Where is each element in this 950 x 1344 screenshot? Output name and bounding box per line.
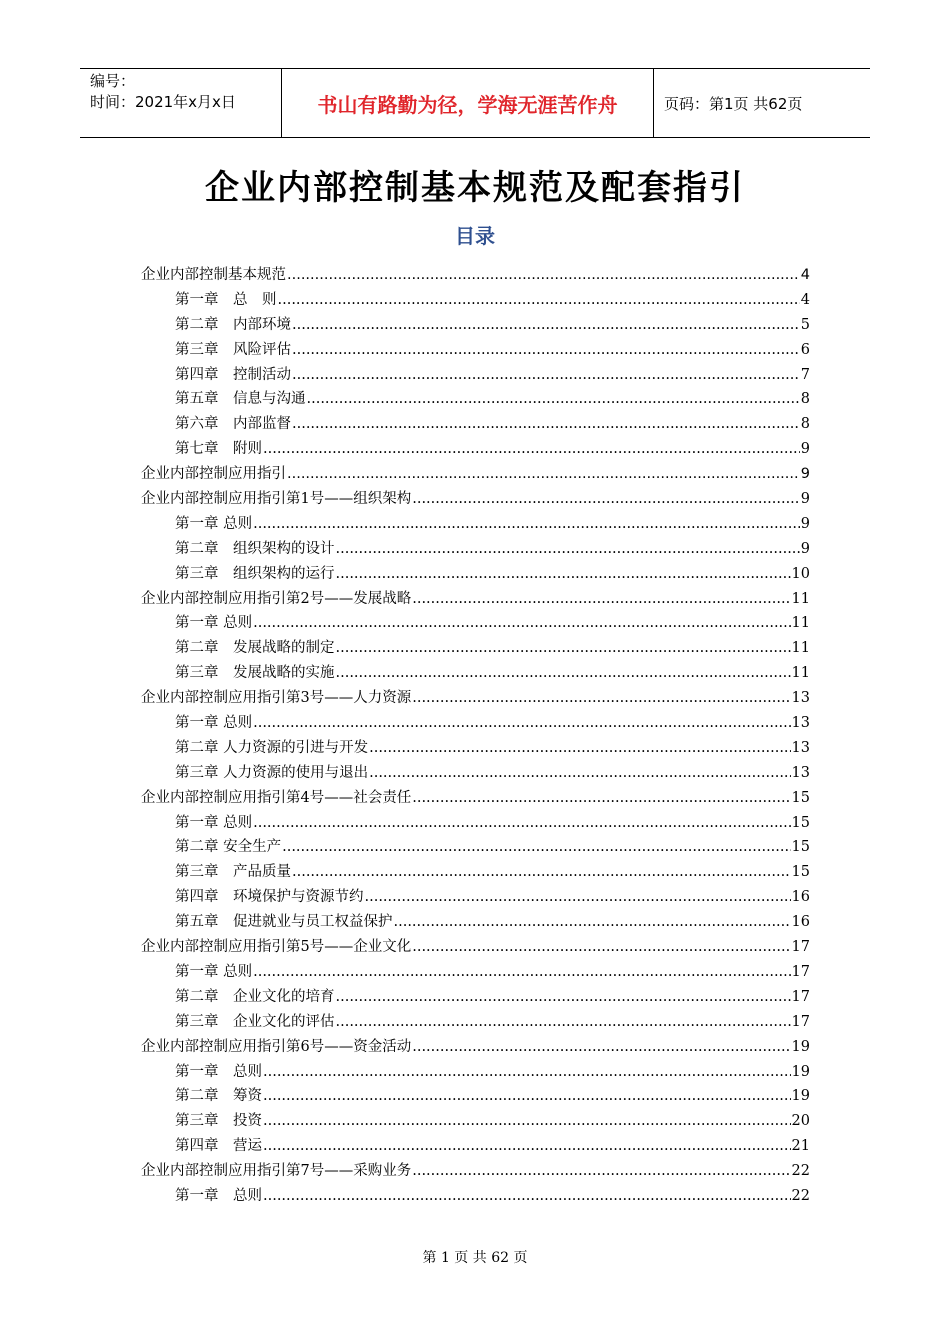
toc-leader-dots — [263, 1188, 791, 1204]
toc-entry-page: 11 — [791, 640, 810, 657]
toc-entry-page: 13 — [791, 739, 810, 756]
toc-entry-text: 企业内部控制应用指引第3号——人力资源 — [141, 690, 412, 707]
toc-entry-text: 第四章 控制活动 — [175, 366, 291, 383]
toc-leader-dots — [263, 441, 800, 457]
toc-entry-text: 第三章 组织架构的运行 — [175, 565, 335, 582]
toc-leader-dots — [336, 566, 791, 582]
toc-entry-text: 第五章 促进就业与员工权益保护 — [175, 914, 393, 931]
toc-entry[interactable] — [141, 860, 810, 885]
toc-entry-page: 22 — [791, 1187, 810, 1204]
toc-entry-page: 9 — [800, 515, 810, 532]
toc-leader-dots — [369, 740, 790, 756]
toc-leader-dots — [336, 989, 791, 1005]
toc-leader-dots — [365, 889, 791, 905]
toc-entry[interactable] — [141, 1010, 810, 1035]
toc-entry[interactable] — [141, 587, 810, 612]
toc-entry[interactable] — [141, 363, 810, 388]
toc-entry[interactable] — [141, 1109, 810, 1134]
toc-entry-text: 第一章 总则 — [175, 515, 253, 532]
toc-entry[interactable] — [141, 686, 810, 711]
toc-leader-dots — [412, 1163, 790, 1179]
toc-entry[interactable] — [141, 512, 810, 537]
toc-entry[interactable] — [141, 786, 810, 811]
toc-entry-text: 第一章 总则 — [175, 814, 253, 831]
toc-entry-text: 第二章 发展战略的制定 — [175, 640, 335, 657]
toc-entry-page: 19 — [791, 1038, 810, 1055]
toc-entry-page: 9 — [800, 466, 810, 483]
toc-entry-text: 企业内部控制应用指引第2号——发展战略 — [141, 590, 412, 607]
toc-entry-text: 企业内部控制应用指引 — [141, 466, 286, 483]
toc-entry-page: 17 — [791, 988, 810, 1005]
header-motto: 书山有路勤为径，学海无涯苦作舟 — [281, 69, 654, 137]
toc-leader-dots — [412, 491, 800, 507]
toc-entry-text: 第三章 人力资源的使用与退出 — [175, 764, 369, 781]
toc-entry-page: 4 — [800, 267, 810, 283]
toc-entry[interactable] — [141, 1035, 810, 1060]
toc-entry[interactable] — [141, 761, 810, 786]
toc-entry[interactable] — [141, 1184, 810, 1209]
toc-leader-dots — [263, 1064, 791, 1080]
page-footer: 第 1 页 共 62 页 — [422, 1250, 528, 1266]
toc-entry-page: 9 — [800, 441, 810, 458]
toc-entry[interactable] — [141, 537, 810, 562]
toc-entry-page: 21 — [791, 1138, 810, 1155]
toc-entry-text: 第一章 总则 — [175, 715, 253, 732]
toc-entry-page: 8 — [800, 391, 810, 408]
toc-entry[interactable] — [141, 1084, 810, 1109]
toc-entry-text: 第二章 安全生产 — [175, 839, 282, 856]
toc-leader-dots — [412, 790, 790, 806]
toc-entry-text: 企业内部控制应用指引第6号——资金活动 — [141, 1038, 412, 1055]
document-number-label: 编号： — [90, 72, 136, 90]
toc-entry[interactable] — [141, 636, 810, 661]
toc-leader-dots — [263, 1138, 791, 1154]
toc-heading: 目录 — [455, 224, 495, 248]
toc-entry[interactable] — [141, 1159, 810, 1184]
toc-entry[interactable] — [141, 611, 810, 636]
toc-entry[interactable] — [141, 910, 810, 935]
toc-entry[interactable] — [141, 1060, 810, 1085]
toc-entry-page: 8 — [800, 416, 810, 433]
toc-entry-page: 7 — [800, 366, 810, 383]
toc-leader-dots — [292, 317, 800, 333]
toc-entry-page: 19 — [791, 1088, 810, 1105]
toc-entry-page: 13 — [791, 764, 810, 781]
toc-leader-dots — [292, 416, 800, 432]
toc-leader-dots — [307, 391, 800, 407]
toc-entry[interactable] — [141, 661, 810, 686]
toc-entry-text: 第一章 总则 — [175, 615, 253, 632]
toc-entry-text: 第一章 总则 — [175, 1187, 262, 1204]
toc-entry-page: 15 — [791, 814, 810, 831]
toc-entry-page: 15 — [791, 789, 810, 806]
toc-entry[interactable] — [141, 437, 810, 462]
toc-entry-page: 16 — [791, 914, 810, 931]
toc-leader-dots — [412, 591, 790, 607]
toc-entry[interactable] — [141, 313, 810, 338]
toc-leader-dots — [336, 665, 791, 681]
toc-entry-text: 企业内部控制基本规范 — [141, 267, 286, 283]
toc-leader-dots — [253, 715, 790, 731]
toc-entry-page: 13 — [791, 690, 810, 707]
toc-entry[interactable] — [141, 562, 810, 587]
toc-entry-text: 第二章 企业文化的培育 — [175, 988, 335, 1005]
toc-leader-dots — [253, 815, 790, 831]
toc-entry-text: 企业内部控制应用指引第5号——企业文化 — [141, 939, 412, 956]
toc-leader-dots — [253, 615, 790, 631]
toc-entry-page: 15 — [791, 864, 810, 881]
toc-leader-dots — [412, 1039, 790, 1055]
toc-entry-text: 第二章 筹资 — [175, 1088, 262, 1105]
toc-entry-text: 第三章 发展战略的实施 — [175, 665, 335, 682]
toc-entry[interactable] — [141, 835, 810, 860]
toc-entry-text: 第三章 企业文化的评估 — [175, 1013, 335, 1030]
toc-entry-text: 第一章 总则 — [175, 1063, 262, 1080]
toc-leader-dots — [253, 516, 800, 532]
toc-leader-dots — [412, 690, 790, 706]
toc-leader-dots — [292, 864, 791, 880]
toc-entry[interactable] — [141, 935, 810, 960]
toc-leader-dots — [412, 939, 790, 955]
toc-entry[interactable] — [141, 1134, 810, 1159]
toc-entry-page: 17 — [791, 963, 810, 980]
toc-entry-page: 5 — [800, 316, 810, 333]
toc-entry-text: 第七章 附则 — [175, 441, 262, 458]
toc-leader-dots — [282, 839, 790, 855]
toc-entry-page: 13 — [791, 715, 810, 732]
document-date: 时间：2021年x月x日 — [90, 93, 236, 111]
toc-entry-page: 4 — [800, 291, 810, 308]
toc-entry-page: 11 — [791, 590, 810, 607]
table-of-contents — [141, 263, 810, 1209]
toc-entry[interactable] — [141, 985, 810, 1010]
toc-entry-text: 第三章 风险评估 — [175, 341, 291, 358]
toc-leader-dots — [253, 964, 790, 980]
toc-entry-text: 第四章 环境保护与资源节约 — [175, 889, 364, 906]
toc-leader-dots — [369, 765, 790, 781]
toc-entry[interactable] — [141, 462, 810, 487]
toc-entry[interactable] — [141, 811, 810, 836]
toc-leader-dots — [287, 267, 800, 283]
toc-leader-dots — [278, 292, 800, 308]
toc-entry-page: 20 — [791, 1113, 810, 1130]
header-meta — [80, 69, 281, 137]
toc-entry-page: 17 — [791, 939, 810, 956]
toc-entry-text: 第二章 人力资源的引进与开发 — [175, 739, 369, 756]
toc-leader-dots — [263, 1088, 791, 1104]
toc-entry-text: 第二章 内部环境 — [175, 316, 291, 333]
toc-entry-page: 11 — [791, 665, 810, 682]
toc-leader-dots — [394, 914, 791, 930]
toc-leader-dots — [336, 541, 800, 557]
toc-entry-page: 9 — [800, 491, 810, 508]
toc-entry[interactable] — [141, 487, 810, 512]
toc-leader-dots — [336, 1014, 791, 1030]
toc-leader-dots — [287, 466, 800, 482]
toc-entry-text: 第三章 产品质量 — [175, 864, 291, 881]
toc-entry[interactable] — [141, 263, 810, 288]
toc-entry-text: 第六章 内部监督 — [175, 416, 291, 433]
toc-leader-dots — [336, 640, 791, 656]
toc-entry-text: 第三章 投资 — [175, 1113, 262, 1130]
toc-entry[interactable] — [141, 412, 810, 437]
toc-entry-text: 第一章 总则 — [175, 963, 253, 980]
toc-entry-page: 15 — [791, 839, 810, 856]
toc-entry-page: 10 — [791, 565, 810, 582]
toc-entry-text: 第五章 信息与沟通 — [175, 391, 306, 408]
toc-entry-page: 9 — [800, 540, 810, 557]
toc-entry[interactable] — [141, 387, 810, 412]
toc-entry[interactable] — [141, 288, 810, 313]
toc-leader-dots — [263, 1113, 791, 1129]
document-title: 企业内部控制基本规范及配套指引 — [205, 168, 745, 208]
toc-leader-dots — [292, 342, 800, 358]
toc-entry-text: 第二章 组织架构的设计 — [175, 540, 335, 557]
toc-entry[interactable] — [141, 960, 810, 985]
toc-entry[interactable] — [141, 711, 810, 736]
toc-entry-text: 第四章 营运 — [175, 1138, 262, 1155]
toc-entry-text: 第一章 总 则 — [175, 291, 277, 308]
header-page-info: 页码：第1页 共62页 — [664, 94, 803, 113]
toc-entry[interactable] — [141, 736, 810, 761]
toc-entry-page: 22 — [791, 1163, 810, 1180]
toc-entry-page: 19 — [791, 1063, 810, 1080]
toc-entry[interactable] — [141, 338, 810, 363]
toc-entry-text: 企业内部控制应用指引第7号——采购业务 — [141, 1163, 412, 1180]
toc-entry-page: 6 — [800, 341, 810, 358]
page-header — [80, 68, 870, 138]
toc-entry-page: 16 — [791, 889, 810, 906]
toc-entry[interactable] — [141, 885, 810, 910]
toc-entry-text: 企业内部控制应用指引第1号——组织架构 — [141, 491, 412, 508]
toc-leader-dots — [292, 367, 800, 383]
toc-entry-text: 企业内部控制应用指引第4号——社会责任 — [141, 789, 412, 806]
toc-entry-page: 17 — [791, 1013, 810, 1030]
toc-entry-page: 11 — [791, 615, 810, 632]
